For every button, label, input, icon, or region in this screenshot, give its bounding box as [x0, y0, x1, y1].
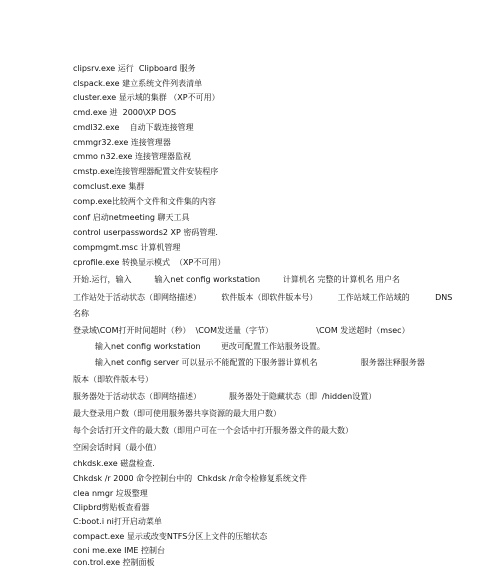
text-line: 登录域\COM打开时间超时（秒） \COM发送量（字节） \COM 发送超时（msec） [73, 326, 410, 335]
text-line: compact.exe 显示或改变NTFS分区上文件的压缩状态 [73, 532, 268, 541]
text-line: 版本（即软件版本号） [73, 375, 153, 384]
text-line: cluster.exe 显示域的集群 （XP不可用） [73, 93, 220, 102]
text-line: con.trol.exe 控制面板 [73, 558, 155, 567]
text-line: conf 启动netmeeting 聊天工具 [73, 213, 190, 222]
text-line: clspack.exe 建立系统文件列表清单 [73, 79, 203, 88]
text-line: Clipbrd剪贴板查看器 [73, 503, 150, 512]
text-line: 空闲会话时间（最小值） [73, 443, 161, 452]
text-line: cmdl32.exe 自动下载连接管理 [73, 123, 194, 132]
text-line: 每个会话打开文件的最大数（即用户可在一个会话中打开服务器文件的最大数） [73, 426, 353, 435]
text-line: clea nmgr 垃圾整理 [73, 489, 148, 498]
text-line: cmstp.exe连接管理器配置文件安装程序 [73, 167, 219, 176]
text-line: cmd.exe 进 2000\XP DOS [73, 108, 177, 117]
text-line: compmgmt.msc 计算机管理 [73, 243, 181, 252]
text-line: clipsrv.exe 运行 Clipboard 服务 [73, 64, 196, 73]
text-line: Chkdsk /r 2000 命令控制台中的 Chkdsk /r命令检修复系统文件 [73, 474, 307, 483]
text-line: 名称 [73, 309, 89, 318]
text-line: 服务器处于活动状态（即网络描述） 服务器处于隐藏状态（即 /hidden设置） [73, 392, 377, 401]
text-line: 输入net config server 可以显示不能配置的下服务器计算机名 服务器注释服务器 [95, 358, 425, 367]
text-line: cmmgr32.exe 连接管理器 [73, 138, 171, 147]
text-line: control userpasswords2 XP 密码管理. [73, 228, 218, 237]
text-line: 开始.运行，输入 输入net config workstation 计算机名 完整的计算机名 用户名 [73, 275, 400, 284]
text-line: 最大登录用户数（即可使用服务器共享资源的最大用户数） [73, 409, 281, 418]
text-line: C:boot.i ni打开启动菜单 [73, 517, 162, 526]
text-line: cprofile.exe 转换显示模式 （XP不可用） [73, 258, 226, 267]
text-line: 输入net config workstation 更改可配置工作站服务设置。 [95, 342, 325, 351]
text-line: comp.exe比较两个文件和文件集的内容 [73, 197, 216, 206]
text-line: chkdsk.exe 磁盘检查. [73, 459, 155, 468]
text-line: coni me.exe IME 控制台 [73, 546, 165, 555]
text-line: comclust.exe 集群 [73, 182, 145, 191]
text-line: 工作站处于活动状态（即网络描述） 软件版本（即软件版本号） 工作站域工作站域的 DNS [73, 293, 453, 302]
text-line: cmmo n32.exe 连接管理器监视 [73, 152, 191, 161]
